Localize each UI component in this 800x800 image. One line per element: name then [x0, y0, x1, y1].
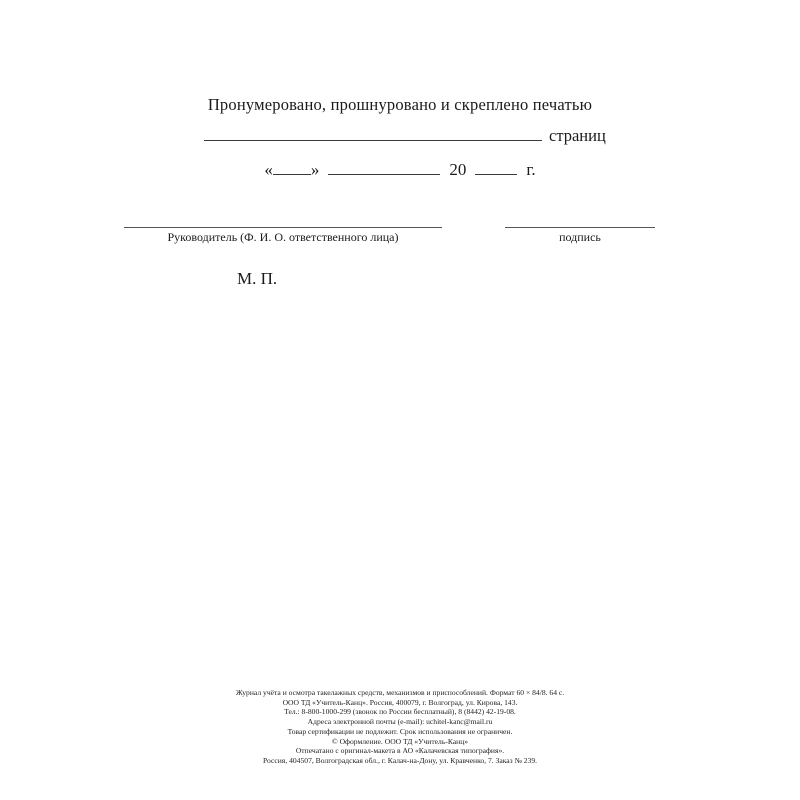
year-blank — [475, 157, 517, 175]
director-signature-label: Руководитель (Ф. И. О. ответственного лица) — [167, 230, 399, 244]
sign-signature-line — [505, 227, 655, 228]
day-blank — [273, 157, 311, 175]
imprint-line: Адреса электронной почты (e-mail): uchitel-kanc@mail.ru — [307, 717, 493, 727]
signature-block-director — [124, 227, 442, 245]
stamp-place-label: М. П. — [237, 269, 278, 288]
imprint-line: Отпечатано с оригинал-макета в АО «Калачевская типография». — [295, 746, 505, 756]
imprint-line: Товар сертификации не подлежит. Срок использования не ограничен. — [287, 726, 513, 736]
pages-suffix-label: страниц — [549, 125, 606, 145]
pages-count-blank — [204, 123, 542, 141]
imprint-line: ООО ТД «Учитель-Канц». Россия, 400079, г. Волгоград, ул. Кирова, 143. — [282, 697, 518, 707]
open-quote: « — [264, 160, 273, 179]
sign-signature-label: подпись — [559, 230, 601, 244]
imprint-line: Журнал учёта и осмотра такелажных средств, механизмов и приспособлений. Формат 60 × 84/8. 64 с. — [235, 688, 565, 697]
imprint-block — [0, 688, 800, 766]
year-suffix: г. — [526, 160, 536, 179]
pages-count-line — [204, 123, 606, 146]
month-blank — [328, 157, 440, 175]
imprint-line: Россия, 404507, Волгоградская обл., г. Калач-на-Дону, ул. Кравченко, 7. Заказ № 239. — [262, 755, 538, 765]
director-signature-line — [124, 227, 442, 228]
close-quote: » — [310, 160, 320, 179]
imprint-line: © Оформление. ООО ТД «Учитель-Канц» — [331, 736, 469, 746]
imprint-line: Тел.: 8-800-1000-299 (звонок по России бесплатный), 8 (8442) 42-19-08. — [284, 707, 516, 717]
year-prefix: 20 — [449, 160, 467, 179]
certification-title: Пронумеровано, прошнуровано и скреплено печатью — [207, 95, 593, 114]
date-line — [0, 157, 800, 180]
signature-block-sign — [505, 227, 655, 245]
